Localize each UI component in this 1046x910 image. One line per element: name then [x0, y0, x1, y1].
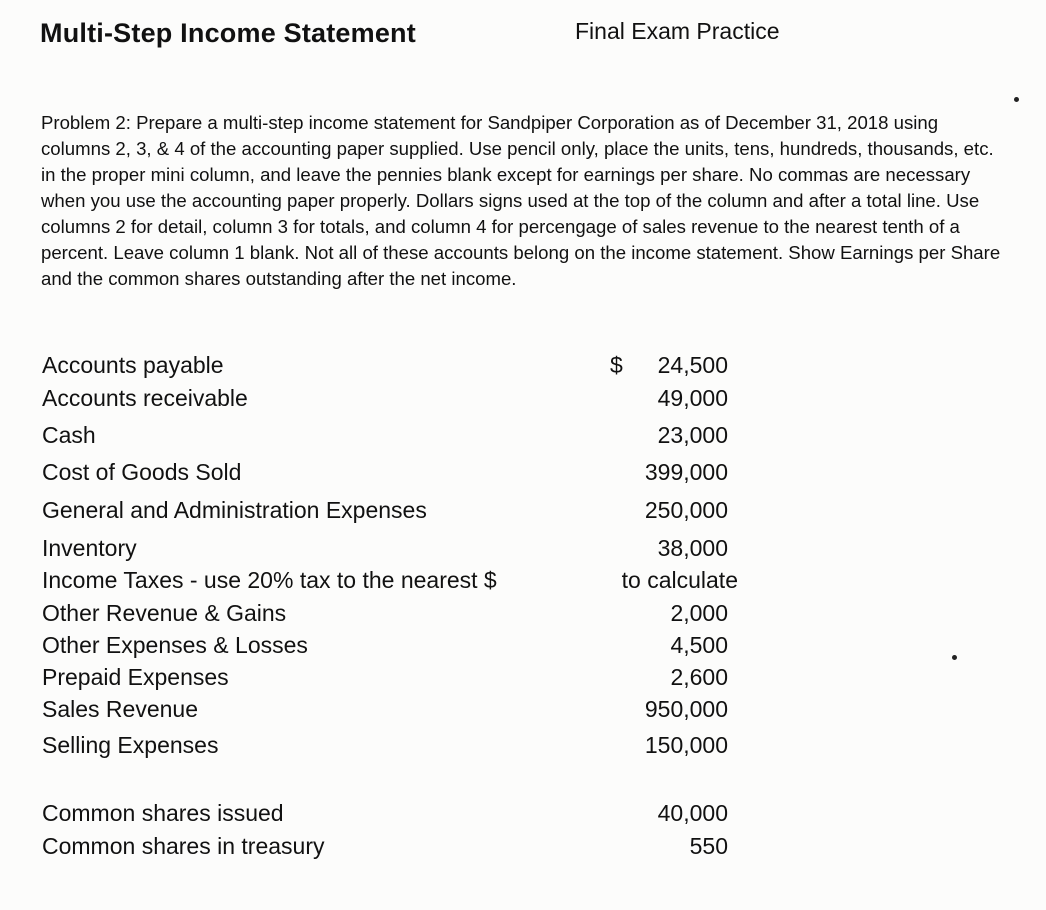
share-row: [42, 800, 742, 832]
account-amount: 950,000: [644, 696, 728, 722]
share-name: Common shares in treasury: [42, 833, 325, 859]
share-name: Common shares issued: [42, 800, 284, 826]
account-row: [42, 664, 742, 696]
share-amount: 550: [689, 833, 728, 859]
account-amount: 49,000: [657, 385, 728, 411]
account-name: Inventory: [42, 535, 137, 561]
account-row: [42, 497, 742, 529]
account-amount: 23,000: [657, 422, 728, 448]
account-name: Prepaid Expenses: [42, 664, 229, 690]
account-name: Cost of Goods Sold: [42, 459, 242, 485]
account-row: [42, 696, 742, 728]
account-row: [42, 535, 742, 567]
share-row: [42, 833, 742, 865]
account-name: Cash: [42, 422, 96, 448]
account-name: Income Taxes - use 20% tax to the nearest $: [42, 567, 497, 593]
account-name: Other Revenue & Gains: [42, 600, 287, 626]
account-amount: 399,000: [644, 459, 728, 485]
account-name: General and Administration Expenses: [42, 497, 427, 523]
account-amount: 250,000: [644, 497, 728, 523]
currency-symbol: $: [610, 352, 623, 378]
account-name: Accounts payable: [42, 352, 224, 378]
share-amount: 40,000: [657, 800, 728, 826]
account-amount: 2,000: [670, 600, 728, 626]
account-amount: 38,000: [657, 535, 728, 561]
account-name: Other Expenses & Losses: [42, 632, 308, 658]
problem-statement: Problem 2: Prepare a multi-step income statement for Sandpiper Corporation as of December 31, 2018 using columns 2, 3, & 4 of the accounting paper supplied. Use pencil only, place the units, tens, hundreds, thousands, etc. in the proper mini column, and leave the pennies blank except for earnings per share. No commas are necessary when you use the accounting paper properly. Dollars signs used at the top of the column and after a total line. Use columns 2 for detail, column 3 for totals, and column 4 for percengage of sales revenue to the nearest tenth of a percent. Leave column 1 blank. Not all of these accounts belong on the income statement. Show Earnings per Share and the common shares outstanding after the net income.: [41, 112, 1001, 289]
account-row: [42, 632, 742, 664]
account-row: [42, 352, 742, 384]
account-amount: 150,000: [644, 732, 728, 758]
account-row: [42, 732, 742, 764]
page-title: Multi-Step Income Statement: [40, 18, 416, 48]
scan-speck: [952, 655, 957, 660]
account-amount: 2,600: [670, 664, 728, 690]
account-amount: 24,500: [657, 352, 728, 378]
account-row: [42, 459, 742, 491]
page-subtitle: Final Exam Practice: [575, 18, 780, 44]
account-row: [42, 422, 742, 454]
scan-speck: [1014, 97, 1019, 102]
account-amount: 4,500: [670, 632, 728, 658]
account-name: Selling Expenses: [42, 732, 219, 758]
account-name: Sales Revenue: [42, 696, 198, 722]
account-amount: to calculate: [621, 567, 738, 593]
account-name: Accounts receivable: [42, 385, 248, 411]
account-row: [42, 385, 742, 417]
account-row: [42, 600, 742, 632]
account-row: [42, 567, 742, 599]
